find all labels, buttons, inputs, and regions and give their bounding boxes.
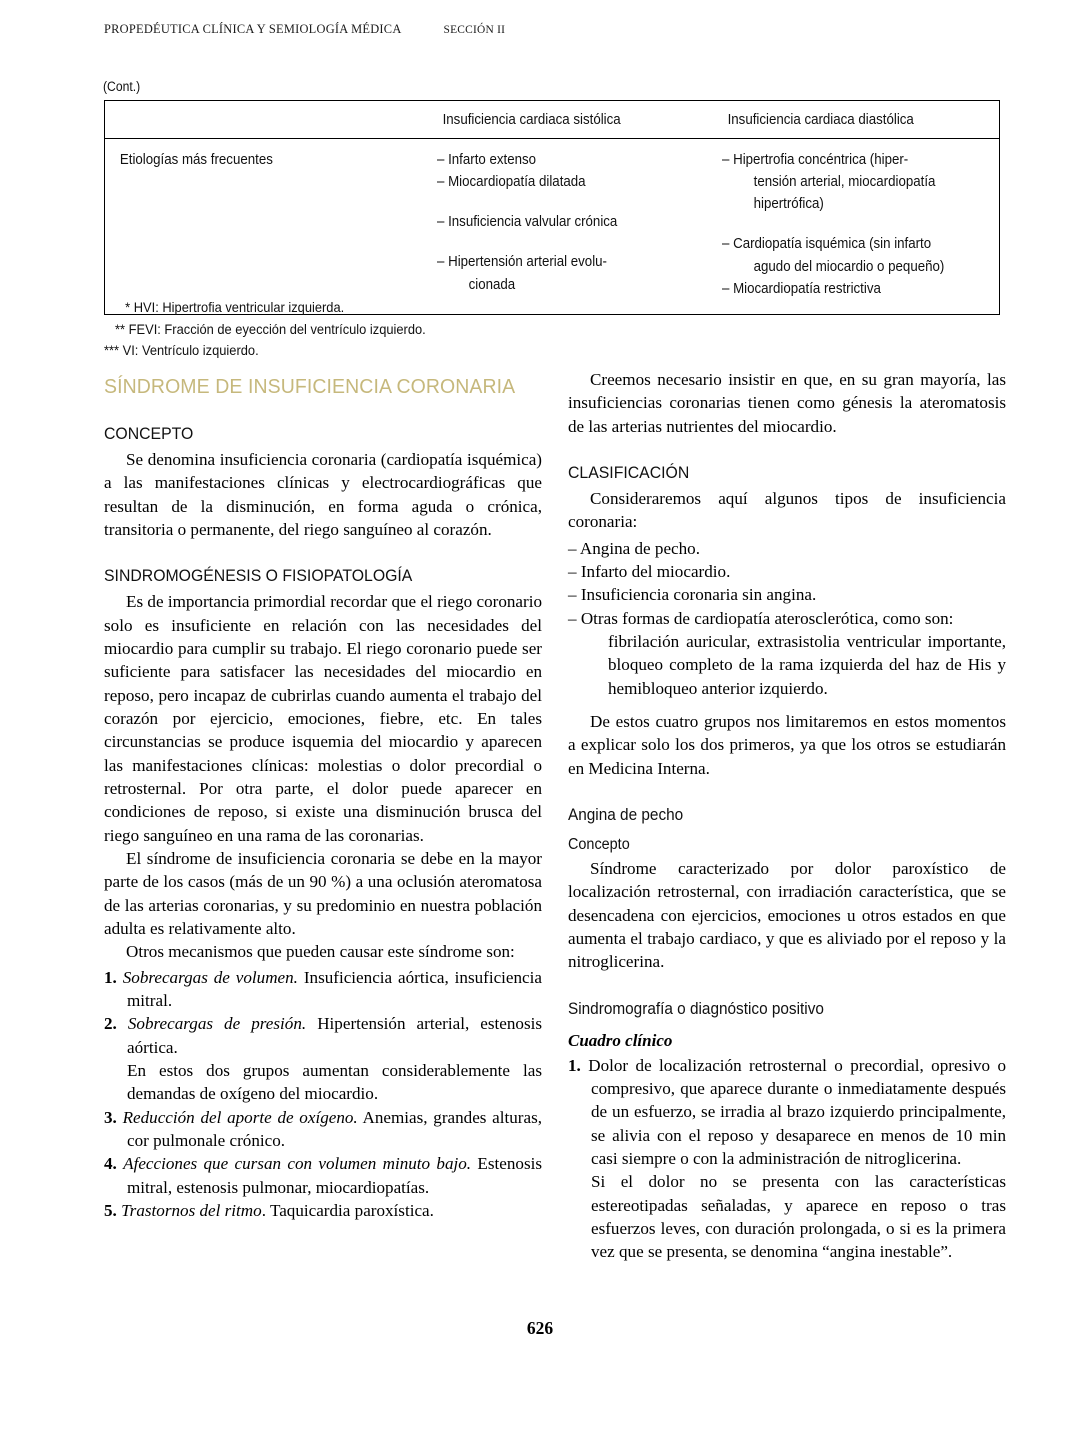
list-item: – Infarto del miocardio. bbox=[568, 561, 731, 581]
table-header-cell-systolic: Insuficiencia cardiaca sistólica bbox=[442, 112, 621, 128]
heading-angina-de-pecho: Angina de pecho bbox=[568, 805, 684, 824]
paragraph-concepto: Se denomina insuficiencia coronaria (cardiopatía isquémica) a las manifestaciones clínicas y electrocardiográficas que resultan de la disminución, en forma aguda o crónica, transitoria o permanente, del riego sanguíneo al corazón. bbox=[104, 450, 542, 539]
footnote-fevi: ** FEVI: Fracción de eyección del ventrículo izquierdo. bbox=[115, 320, 426, 337]
list-item-extra: En estos dos grupos aumentan considerablemente las demandas de oxígeno del miocardio. bbox=[127, 1060, 542, 1104]
footnote-vi: *** VI: Ventrículo izquierdo. bbox=[104, 342, 259, 359]
page-number: 626 bbox=[526, 1318, 554, 1338]
list-item: – Miocardiopatía dilatada bbox=[436, 174, 586, 191]
list-item: – Hipertensión arterial evolu- cionada bbox=[436, 254, 607, 293]
table-header-row bbox=[105, 101, 1000, 139]
paragraph-clasificacion: Consideraremos aquí algunos tipos de insuficiencia coronaria: bbox=[568, 488, 1006, 532]
left-column bbox=[104, 368, 542, 1222]
comparison-table-wrapper bbox=[104, 100, 999, 315]
table-cell-diastolic bbox=[722, 139, 1000, 315]
table-footnotes bbox=[104, 297, 704, 362]
page-title: SÍNDROME DE INSUFICIENCIA CORONARIA bbox=[104, 375, 516, 398]
list-item: – Infarto extenso bbox=[436, 152, 536, 168]
heading-concepto-angina: Concepto bbox=[568, 835, 630, 853]
table-row bbox=[105, 139, 1000, 315]
continuation-label: (Cont.) bbox=[103, 79, 141, 94]
list-item: 5. Trastornos del ritmo. Taquicardia paroxística. bbox=[104, 1200, 434, 1220]
list-item: 3. Reducción del aporte de oxígeno. Anemias, grandes alturas, cor pulmonale crónico. bbox=[104, 1107, 543, 1150]
list-item: – Angina de pecho. bbox=[568, 538, 700, 558]
list-item: – Cardiopatía isquémica (sin infarto agudo del miocardio o pequeño) bbox=[721, 236, 944, 275]
table-cell-systolic bbox=[437, 139, 722, 315]
list-item: 1. Sobrecargas de volumen. Insuficiencia aórtica, insuficiencia mitral. bbox=[104, 967, 542, 1010]
table-cell-row-label bbox=[105, 139, 437, 315]
cuadro-clinico-list bbox=[568, 1054, 1006, 1264]
table-header-cell-blank bbox=[105, 101, 437, 139]
list-item: – Insuficiencia coronaria sin angina. bbox=[568, 585, 817, 605]
comparison-table bbox=[104, 100, 1000, 315]
list-item: – Miocardiopatía restrictiva bbox=[721, 280, 881, 297]
paragraph-de-estos-cuatro: De estos cuatro grupos nos limitaremos en estos momentos a explicar solo los dos primeros, ya que los otros se estudiarán en Medicina Interna. bbox=[568, 711, 1006, 778]
mechanisms-list bbox=[104, 966, 542, 1223]
right-column bbox=[568, 368, 1006, 1264]
paragraph-creemos: Creemos necesario insistir en que, en su gran mayoría, las insuficiencias coronarias tienen como génesis la ateromatosis de las arterias nutrientes del miocardio. bbox=[568, 370, 1006, 436]
list-item: – Insuficiencia valvular crónica bbox=[436, 214, 617, 231]
list-item: – Otras formas de cardiopatía aterosclerótica, como son: fibrilación auricular, extrasistolia ventricular importante, bloqueo completo de la rama izquierda del haz de His y hemibloqueo anterior izquierdo. bbox=[568, 607, 1006, 700]
heading-cuadro-clinico: Cuadro clínico bbox=[568, 1030, 673, 1050]
heading-concepto: CONCEPTO bbox=[104, 424, 194, 443]
classification-list bbox=[568, 537, 1006, 700]
row-label-text: Etiologías más frecuentes bbox=[119, 152, 273, 168]
heading-sindromografia: Sindromografía o diagnóstico positivo bbox=[568, 999, 824, 1018]
list-item-continuation: fibrilación auricular, extrasistolia ventricular importante, bloqueo completo de la rama izquierda del haz de His y hemibloqueo anterior izquierdo. bbox=[608, 631, 1006, 698]
list-item-extra: Si el dolor no se presenta con las características estereotipadas señaladas, y aparece en reposo o tras esfuerzos leves, con duración prolongada, o si es la primera vez que se presenta, se denomina “angina inestable”. bbox=[591, 1172, 1006, 1262]
heading-sindromogenesis: SINDROMOGÉNESIS O FISIOPATOLOGÍA bbox=[104, 566, 413, 586]
list-item: 1. Dolor de localización retrosternal o precordial, opresivo o compresivo, que aparece durante o inmediatamente después de un esfuerzo, se irradia al brazo izquierdo principalmente, se alivia con el reposo y desaparece en menos de 10 min casi siempre o con la administración de nitroglicerina. Si el dolor no se presenta con las características estereotipadas señaladas, y aparece en reposo o tras esfuerzos leves, con duración prolongada, o si es la primera vez que se presenta, se denomina “angina inestable”. bbox=[568, 1054, 1006, 1264]
table-header bbox=[105, 101, 1000, 139]
list-item: 2. Sobrecargas de presión. Hipertensión arterial, estenosis aórtica. En estos dos grupos aumentan considerablemente las demandas de oxígeno del miocardio. bbox=[104, 1012, 542, 1105]
paragraph-concepto-angina: Síndrome caracterizado por dolor paroxístico de localización retrosternal, con irradiación característica, que se desencadena con ejercicios, emociones u otros estados en que aumenta el trabajo cardiaco, y que es aliviado por el reposo y la nitroglicerina. bbox=[568, 858, 1006, 972]
paragraph-fisiopatologia-2: El síndrome de insuficiencia coronaria se debe en la mayor parte de los casos (más de un 90 %) a una oclusión ateromatosa de las arterias coronarias, y su predominio en nuestra población adulta es relativamente alto. bbox=[104, 848, 542, 938]
running-head-title: PROPEDÉUTICA CLÍNICA Y SEMIOLOGÍA MÉDICA bbox=[104, 22, 402, 36]
list-item: 4. Afecciones que cursan con volumen minuto bajo. Estenosis mitral, estenosis pulmonar, miocardiopatías. bbox=[104, 1154, 542, 1197]
heading-clasificacion: CLASIFICACIÓN bbox=[568, 462, 690, 482]
table-body bbox=[105, 139, 1000, 315]
paragraph-fisiopatologia-3: Otros mecanismos que pueden causar este síndrome son: bbox=[126, 942, 515, 962]
footnote-hvi: * HVI: Hipertrofia ventricular izquierda. bbox=[125, 299, 345, 315]
table-header-cell-diastolic: Insuficiencia cardiaca diastólica bbox=[727, 112, 914, 128]
running-head bbox=[104, 22, 984, 37]
paragraph-fisiopatologia-1: Es de importancia primordial recordar que el riego coronario solo es insuficiente en relación con las necesidades del miocardio para cumplir su trabajo. El riego coronario puede ser suficiente para satisfacer las necesidades del miocardio en reposo, pero incapaz de cubrirlas cuando aumenta el trabajo del corazón por ejercicio, emociones, fiebre, etc. En tales circunstancias se produce isquemia del miocardio y aparecen las manifestaciones clínicas: molestias o dolor precordial o retrosternal. Por otra parte, el dolor puede aparecer en condiciones de reposo, si existe una disminución brusca del riego sanguíneo en una rama de las coronarias. bbox=[104, 592, 542, 845]
list-item: – Hipertrofia concéntrica (hiper- tensión arterial, miocardiopatía hipertrófica) bbox=[721, 152, 935, 213]
running-head-section: SECCIÓN II bbox=[443, 24, 506, 36]
